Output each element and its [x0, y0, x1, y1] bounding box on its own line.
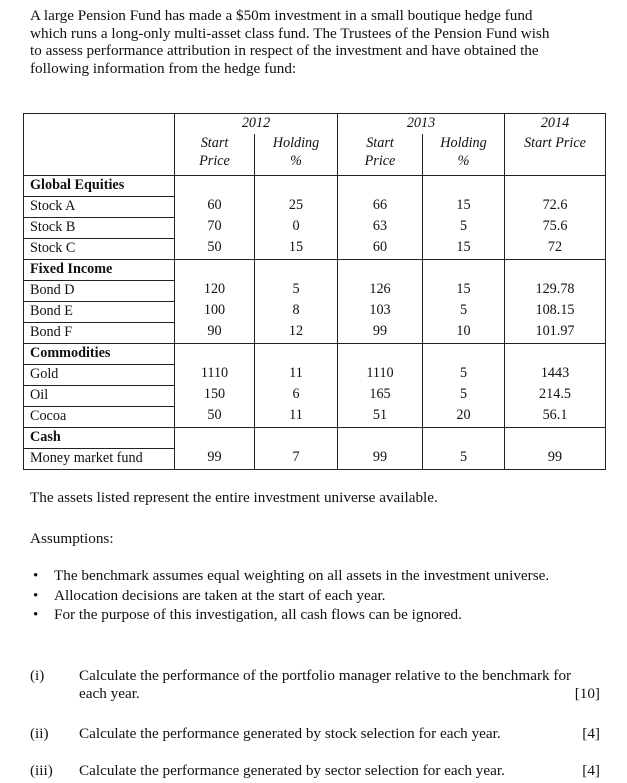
table-row	[24, 385, 606, 406]
asset-name: Stock C	[24, 238, 175, 259]
start-price-header-2014: Start Price	[505, 134, 606, 175]
bullet-icon: •	[33, 567, 39, 584]
question-text: Calculate the performance generated by sector selection for each year.	[79, 762, 505, 779]
asset-name: Bond F	[24, 322, 175, 343]
question-marks: [4]	[582, 725, 600, 742]
asset-name: Bond D	[24, 280, 175, 301]
cell-holding-2013: 5	[423, 385, 505, 406]
question-marks: [4]	[582, 762, 600, 779]
table-row	[24, 280, 606, 301]
year-2012-header: 2012	[175, 114, 338, 135]
cell-price-2014: 214.5	[505, 385, 606, 406]
cell-price-2012: 100	[175, 301, 255, 322]
cell-holding-2012: 5	[255, 280, 338, 301]
section-label: Fixed Income	[24, 259, 175, 280]
cell-price-2012: 99	[175, 448, 255, 469]
year-header-row	[24, 114, 606, 135]
asset-name: Gold	[24, 364, 175, 385]
table-row	[24, 196, 606, 217]
cell-holding-2012: 12	[255, 322, 338, 343]
cell-price-2013: 60	[338, 238, 423, 259]
cell-price-2014: 75.6	[505, 217, 606, 238]
list-item: • Allocation decisions are taken at the start of each year.	[33, 586, 386, 604]
section-row	[24, 427, 606, 448]
year-2013-header: 2013	[338, 114, 505, 135]
intro-paragraph	[30, 7, 615, 77]
section-row	[24, 343, 606, 364]
cell-price-2012: 50	[175, 238, 255, 259]
cell-holding-2012: 6	[255, 385, 338, 406]
cell-price-2013: 99	[338, 322, 423, 343]
table-row	[24, 217, 606, 238]
intro-line: to assess performance attribution in respect of the investment and have obtained the	[30, 42, 539, 59]
asset-name: Bond E	[24, 301, 175, 322]
cell-holding-2012: 11	[255, 406, 338, 427]
section-label: Commodities	[24, 343, 175, 364]
cell-price-2013: 51	[338, 406, 423, 427]
cell-holding-2012: 7	[255, 448, 338, 469]
cell-price-2012: 1110	[175, 364, 255, 385]
cell-price-2014: 129.78	[505, 280, 606, 301]
column-header-row	[24, 134, 606, 175]
table-row	[24, 406, 606, 427]
universe-note: The assets listed represent the entire investment universe available.	[30, 489, 438, 506]
cell-holding-2012: 25	[255, 196, 338, 217]
cell-holding-2012: 8	[255, 301, 338, 322]
holding-header-2013: Holding %	[423, 134, 505, 175]
intro-line: A large Pension Fund has made a $50m investment in a small boutique hedge fund	[30, 7, 533, 24]
cell-price-2014: 108.15	[505, 301, 606, 322]
question-number: (i)	[30, 667, 45, 684]
question-text: Calculate the performance generated by stock selection for each year.	[79, 725, 501, 742]
table-row	[24, 448, 606, 469]
cell-holding-2012: 0	[255, 217, 338, 238]
cell-price-2013: 1110	[338, 364, 423, 385]
cell-price-2012: 120	[175, 280, 255, 301]
asset-name: Money market fund	[24, 448, 175, 469]
cell-price-2014: 101.97	[505, 322, 606, 343]
bullet-icon: •	[33, 606, 39, 623]
asset-name: Oil	[24, 385, 175, 406]
assumptions-list	[30, 566, 549, 625]
cell-price-2013: 66	[338, 196, 423, 217]
cell-holding-2013: 5	[423, 448, 505, 469]
asset-name: Stock B	[24, 217, 175, 238]
cell-price-2012: 150	[175, 385, 255, 406]
bullet-icon: •	[33, 586, 39, 604]
question-i	[30, 667, 600, 703]
cell-holding-2013: 5	[423, 217, 505, 238]
asset-name: Stock A	[24, 196, 175, 217]
cell-price-2014: 56.1	[505, 406, 606, 427]
table-row	[24, 238, 606, 259]
intro-line: following information from the hedge fund:	[30, 59, 297, 77]
question-number: (iii)	[30, 762, 53, 779]
asset-name: Cocoa	[24, 406, 175, 427]
section-row	[24, 175, 606, 196]
cell-holding-2013: 15	[423, 238, 505, 259]
cell-holding-2012: 11	[255, 364, 338, 385]
cell-price-2013: 63	[338, 217, 423, 238]
cell-price-2013: 126	[338, 280, 423, 301]
list-item: • For the purpose of this investigation, all cash flows can be ignored.	[33, 606, 462, 623]
section-row	[24, 259, 606, 280]
list-item: • The benchmark assumes equal weighting on all assets in the investment universe.	[33, 567, 550, 584]
question-number: (ii)	[30, 725, 49, 742]
cell-price-2012: 90	[175, 322, 255, 343]
intro-line: which runs a long-only multi-asset class fund. The Trustees of the Pension Fund wish	[30, 24, 550, 42]
cell-price-2012: 50	[175, 406, 255, 427]
table-row	[24, 322, 606, 343]
table-row	[24, 301, 606, 322]
cell-holding-2013: 5	[423, 364, 505, 385]
cell-holding-2013: 15	[423, 196, 505, 217]
cell-holding-2013: 20	[423, 406, 505, 427]
cell-holding-2013: 10	[423, 322, 505, 343]
section-label: Global Equities	[24, 175, 175, 196]
cell-holding-2013: 15	[423, 280, 505, 301]
cell-holding-2012: 15	[255, 238, 338, 259]
cell-price-2014: 72	[505, 238, 606, 259]
cell-price-2012: 60	[175, 196, 255, 217]
cell-price-2014: 1443	[505, 364, 606, 385]
cell-price-2014: 72.6	[505, 196, 606, 217]
holding-header-2012: Holding %	[255, 134, 338, 175]
section-label: Cash	[24, 427, 175, 448]
cell-price-2012: 70	[175, 217, 255, 238]
holdings-table	[23, 113, 606, 470]
cell-holding-2013: 5	[423, 301, 505, 322]
start-price-header-2012: Start Price	[175, 134, 255, 175]
cell-price-2014: 99	[505, 448, 606, 469]
assumptions-heading: Assumptions:	[30, 530, 114, 547]
start-price-header-2013: Start Price	[338, 134, 423, 175]
table-row	[24, 364, 606, 385]
year-2014-header: 2014	[505, 114, 606, 135]
cell-price-2013: 103	[338, 301, 423, 322]
cell-price-2013: 99	[338, 448, 423, 469]
question-text: Calculate the performance of the portfolio manager relative to the benchmark for each year.	[79, 667, 572, 702]
question-marks: [10]	[574, 685, 600, 702]
cell-price-2013: 165	[338, 385, 423, 406]
